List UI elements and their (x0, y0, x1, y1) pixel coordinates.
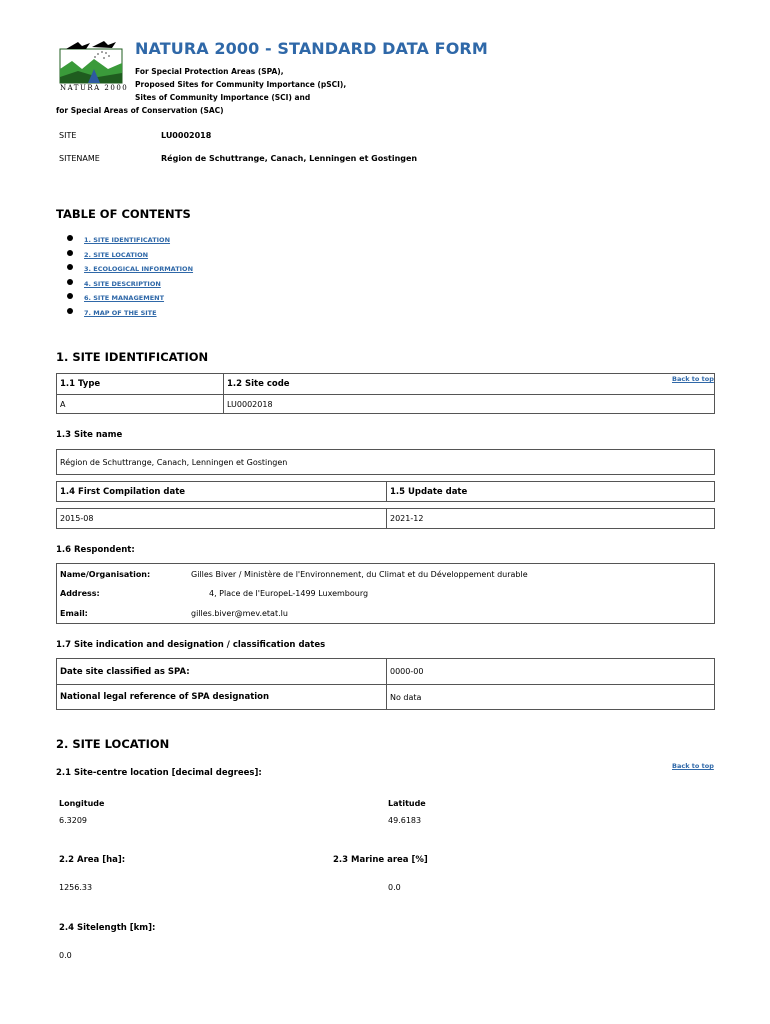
bullet-icon (67, 293, 73, 299)
respondent-box (56, 563, 715, 624)
respondent-heading: 1.6 Respondent: (56, 545, 135, 555)
sitelength-label: 2.4 Sitelength [km]: (59, 923, 156, 933)
longitude-value: 6.3209 (59, 816, 87, 825)
update-date-label: 1.5 Update date (387, 482, 715, 502)
site-code-label: 1.2 Site code (224, 374, 715, 395)
site-name-value: Région de Schuttrange, Canach, Lenningen et Gostingen (57, 450, 715, 475)
section-1-heading: 1. SITE IDENTIFICATION (56, 350, 209, 364)
latitude-value: 49.6183 (388, 816, 422, 825)
bullet-icon (67, 264, 73, 270)
toc-link-site-description[interactable]: 4. SITE DESCRIPTION (84, 279, 161, 288)
respondent-name-label: Name/Organisation: (60, 570, 151, 579)
site-value: LU0002018 (161, 131, 212, 140)
designation-heading: 1.7 Site indication and designation / classification dates (56, 640, 326, 650)
designation-table (56, 658, 715, 710)
subtitle-line-1: For Special Protection Areas (SPA), (135, 67, 284, 76)
bullet-icon (67, 235, 73, 241)
respondent-email-value: gilles.biver@mev.etat.lu (191, 609, 288, 618)
respondent-address-label: Address: (60, 589, 100, 598)
first-compilation-value: 2015-08 (57, 509, 387, 529)
marine-area-value: 0.0 (388, 883, 401, 892)
back-to-top-link[interactable]: Back to top (672, 375, 714, 383)
toc-link-map-of-the-site[interactable]: 7. MAP OF THE SITE (84, 308, 157, 317)
area-label: 2.2 Area [ha]: (59, 855, 126, 865)
respondent-email-label: Email: (60, 609, 88, 618)
area-value: 1256.33 (59, 883, 93, 892)
type-code-table (56, 373, 715, 414)
first-compilation-label: 1.4 First Compilation date (57, 482, 387, 502)
page-title: NATURA 2000 - STANDARD DATA FORM (135, 39, 488, 58)
dates-label-table (56, 481, 715, 502)
marine-area-label: 2.3 Marine area [%] (333, 855, 428, 865)
toc-link-site-management[interactable]: 6. SITE MANAGEMENT (84, 294, 165, 303)
bullet-icon (67, 279, 73, 285)
longitude-label: Longitude (59, 799, 105, 808)
legal-reference-label: National legal reference of SPA designation (57, 685, 387, 710)
site-code-value: LU0002018 (224, 395, 715, 414)
latitude-label: Latitude (388, 799, 426, 808)
subtitle-line-2: Proposed Sites for Community Importance (pSCI), (135, 80, 347, 89)
site-name-table (56, 449, 715, 475)
sitename-label: SITENAME (59, 154, 100, 163)
subtitle-line-3: Sites of Community Importance (SCI) and (135, 93, 311, 102)
toc-link-site-identification[interactable]: 1. SITE IDENTIFICATION (84, 236, 171, 244)
site-centre-heading: 2.1 Site-centre location [decimal degrees]: (56, 768, 262, 778)
back-to-top-link[interactable]: Back to top (672, 762, 714, 770)
spa-date-label: Date site classified as SPA: (57, 659, 387, 685)
site-label: SITE (59, 131, 77, 140)
respondent-address-value: 4, Place de l'EuropeL-1499 Luxembourg (209, 589, 369, 598)
site-name-heading: 1.3 Site name (56, 430, 123, 440)
update-date-value: 2021-12 (387, 509, 715, 529)
respondent-name-value: Gilles Biver / Ministère de l'Environnement, du Climat et du Développement durable (191, 570, 528, 579)
bullet-icon (67, 250, 73, 256)
logo-caption: NATURA 2000 (60, 84, 129, 92)
dates-value-table (56, 508, 715, 529)
bullet-icon (67, 308, 73, 314)
toc-heading: TABLE OF CONTENTS (56, 207, 191, 221)
toc-link-ecological-information[interactable]: 3. ECOLOGICAL INFORMATION (84, 265, 194, 274)
spa-date-value: 0000-00 (387, 659, 715, 685)
type-label: 1.1 Type (57, 374, 224, 395)
legal-reference-value: No data (387, 685, 715, 710)
sitename-value: Région de Schuttrange, Canach, Lenningen et Gostingen (161, 154, 418, 163)
section-2-heading: 2. SITE LOCATION (56, 737, 170, 751)
subtitle-line-4: for Special Areas of Conservation (SAC) (56, 106, 224, 115)
toc-link-site-location[interactable]: 2. SITE LOCATION (84, 250, 149, 259)
sitelength-value: 0.0 (59, 951, 72, 960)
type-value: A (57, 395, 224, 414)
